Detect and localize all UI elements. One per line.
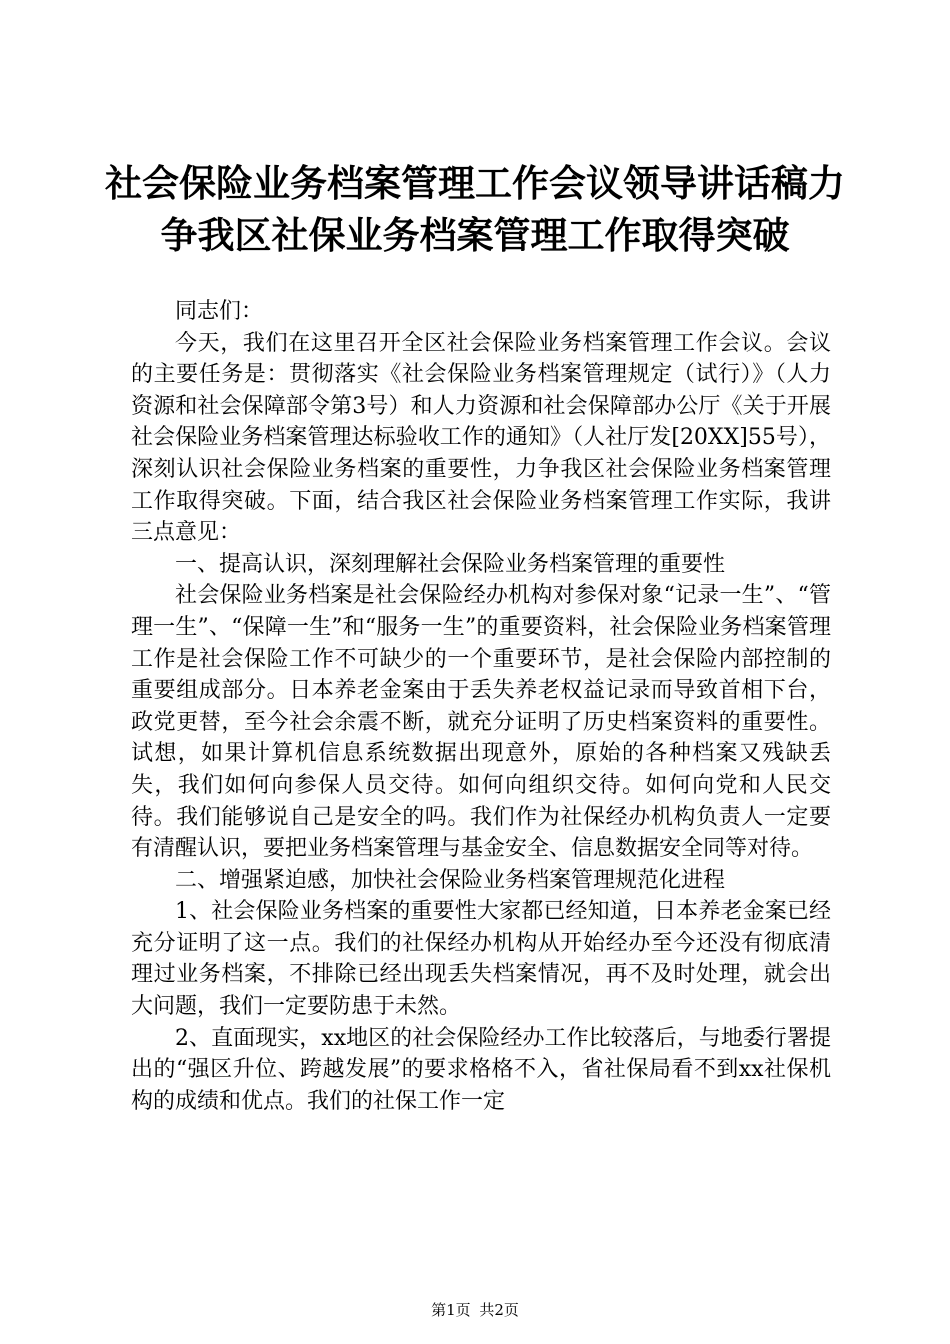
paragraph: 2、直面现实，xx地区的社会保险经办工作比较落后，与地委行署提出的“强区升位、跨越发展”的要求格格不入，省社保局看不到xx社保机构的成绩和优点。我们的社保工作一定	[131, 1025, 831, 1114]
paragraph: 社会保险业务档案是社会保险经办机构对参保对象“记录一生”、“管理一生”、“保障一生”和“服务一生”的重要资料，社会保险业务档案管理工作是社会保险工作不可缺少的一个重要环节，是社会保险内部控制的重要组成部分。日本养老金案由于丢失养老权益记录而导致首相下台，政党更替，至今社会余震不断，就充分证明了历史档案资料的重要性。试想，如果计算机信息系统数据出现意外，原始的各种档案又残缺丢失，我们如何向参保人员交待。如何向组织交待。如何向党和人民交待。我们能够说自己是安全的吗。我们作为社保经办机构负责人一定要有清醒认识，要把业务档案管理与基金安全、信息数据安全同等对待。	[131, 583, 831, 862]
paragraph: 1、社会保险业务档案的重要性大家都已经知道，日本养老金案已经充分证明了这一点。我们的社保经办机构从开始经办至今还没有彻底清理过业务档案，不排除已经出现丢失档案情况，再不及时处理，就会出大问题，我们一定要防患于未然。	[131, 899, 831, 1020]
paragraph-intro: 今天，我们在这里召开全区社会保险业务档案管理工作会议。会议的主要任务是：贯彻落实《社会保险业务档案管理规定（试行）》（人力资源和社会保障部令第3号）和人力资源和社会保障部办公厅《关于开展社会保险业务档案管理达标验收工作的通知》（人社厅发[20XX]55号），深刻认识社会保险业务档案的重要性，力争我区社会保险业务档案管理工作取得突破。下面，结合我区社会保险业务档案管理工作实际，我讲三点意见：	[131, 330, 831, 546]
page-footer	[0, 1300, 950, 1320]
section-heading-2: 二、增强紧迫感，加快社会保险业务档案管理规范化进程	[175, 867, 726, 893]
salutation: 同志们：	[175, 299, 264, 324]
page-title	[100, 158, 850, 262]
document-body	[131, 296, 831, 1117]
title-line-2: 争我区社保业务档案管理工作取得突破	[160, 214, 790, 257]
section-heading-1: 一、提高认识，深刻理解社会保险业务档案管理的重要性	[175, 551, 726, 577]
title-line-1: 社会保险业务档案管理工作会议领导讲话稿力	[105, 162, 845, 205]
page-number-current: 第1页	[431, 1301, 471, 1319]
page-number-total: 共2页	[479, 1301, 519, 1319]
